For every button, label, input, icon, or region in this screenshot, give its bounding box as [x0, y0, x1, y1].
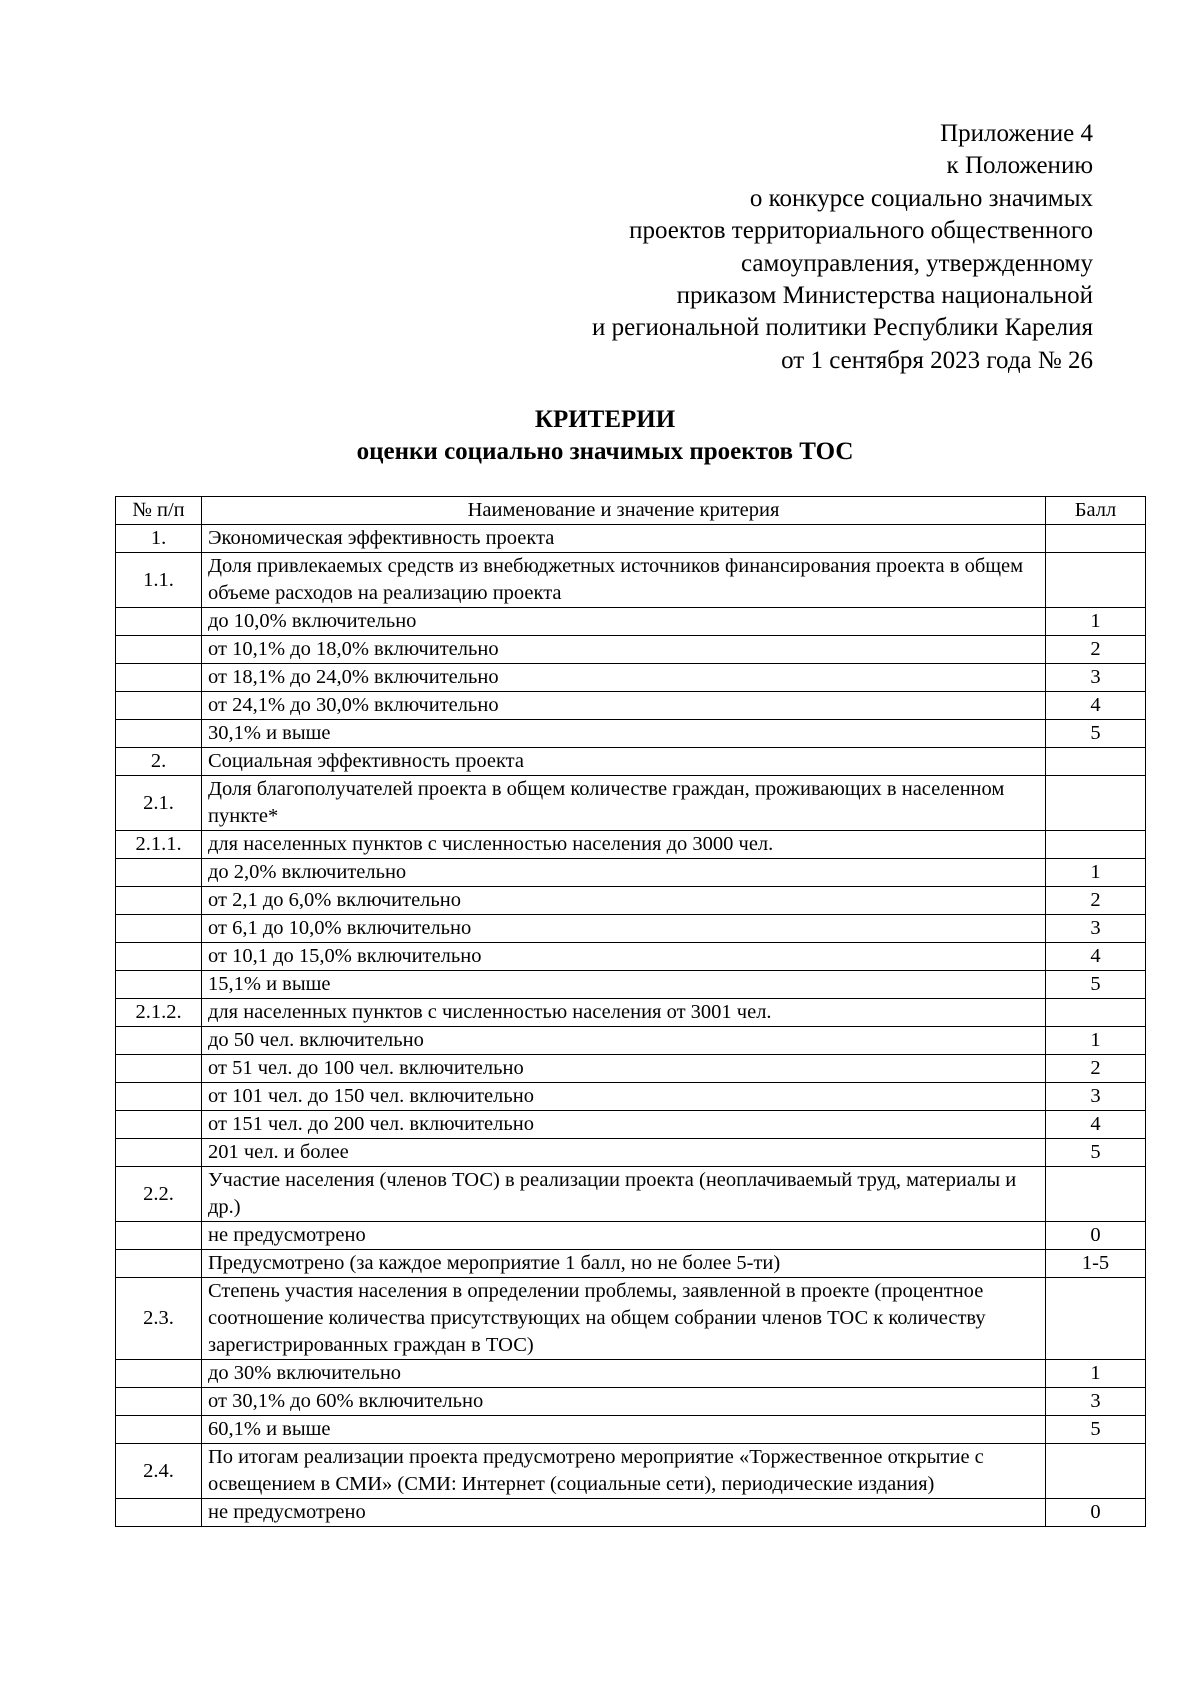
row-number: 2. [116, 748, 202, 776]
document-title-block [0, 404, 1200, 468]
row-score [1046, 1278, 1146, 1360]
row-score [1046, 1167, 1146, 1222]
table-row [116, 776, 1146, 831]
row-score [1046, 525, 1146, 553]
row-number [116, 1139, 202, 1167]
row-number [116, 859, 202, 887]
row-number: 1. [116, 525, 202, 553]
row-criterion: Участие населения (членов ТОС) в реализации проекта (неоплачиваемый труд, материалы и др.) [202, 1167, 1046, 1222]
annex-line: самоуправления, утвержденному [740, 249, 1093, 277]
table-row [116, 831, 1146, 859]
table-row [116, 1499, 1146, 1527]
row-criterion: от 10,1 до 15,0% включительно [202, 943, 1046, 971]
row-score: 0 [1046, 1499, 1146, 1527]
row-number [116, 1416, 202, 1444]
table-row [116, 608, 1146, 636]
row-criterion: По итогам реализации проекта предусмотрено мероприятие «Торжественное открытие с освещением в СМИ» (СМИ: Интернет (социальные сети), периодические издания) [202, 1444, 1046, 1499]
row-score: 4 [1046, 1111, 1146, 1139]
table-row [116, 1360, 1146, 1388]
row-number [116, 1222, 202, 1250]
row-criterion: Степень участия населения в определении проблемы, заявленной в проекте (процентное соотношение количества присутствующих на общем собрании членов ТОС к количеству зарегистрированных граждан в ТОС) [202, 1278, 1046, 1360]
table-row [116, 1444, 1146, 1499]
table-row [116, 636, 1146, 664]
row-score: 0 [1046, 1222, 1146, 1250]
row-criterion: от 30,1% до 60% включительно [202, 1388, 1046, 1416]
row-score: 5 [1046, 1139, 1146, 1167]
row-number: 2.1. [116, 776, 202, 831]
row-number: 2.3. [116, 1278, 202, 1360]
annex-line: Приложение 4 [940, 120, 1093, 147]
row-criterion: от 6,1 до 10,0% включительно [202, 915, 1046, 943]
row-number [116, 692, 202, 720]
table-row [116, 748, 1146, 776]
annex-line: к Положению [946, 152, 1093, 180]
row-score: 1 [1046, 859, 1146, 887]
header-score: Балл [1046, 497, 1146, 525]
table-row [116, 1083, 1146, 1111]
table-row [116, 525, 1146, 553]
row-criterion: от 18,1% до 24,0% включительно [202, 664, 1046, 692]
table-row [116, 1250, 1146, 1278]
row-number [116, 1388, 202, 1416]
row-number: 2.1.2. [116, 999, 202, 1027]
row-criterion: от 2,1 до 6,0% включительно [202, 887, 1046, 915]
row-number: 1.1. [116, 553, 202, 608]
table-row [116, 915, 1146, 943]
row-number [116, 887, 202, 915]
annex-line: о конкурсе социально значимых [749, 184, 1093, 212]
row-score: 2 [1046, 1055, 1146, 1083]
row-score: 1-5 [1046, 1250, 1146, 1278]
document-title: КРИТЕРИИ [534, 406, 676, 433]
table-row [116, 664, 1146, 692]
row-score [1046, 999, 1146, 1027]
row-criterion: от 101 чел. до 150 чел. включительно [202, 1083, 1046, 1111]
row-score [1046, 748, 1146, 776]
row-number [116, 915, 202, 943]
row-number: 2.1.1. [116, 831, 202, 859]
row-criterion: для населенных пунктов с численностью населения до 3000 чел. [202, 831, 1046, 859]
table-row [116, 1027, 1146, 1055]
row-criterion: от 151 чел. до 200 чел. включительно [202, 1111, 1046, 1139]
row-number [116, 1027, 202, 1055]
row-score: 5 [1046, 971, 1146, 999]
row-criterion: до 50 чел. включительно [202, 1027, 1046, 1055]
row-criterion: Предусмотрено (за каждое мероприятие 1 балл, но не более 5-ти) [202, 1250, 1046, 1278]
row-criterion: от 51 чел. до 100 чел. включительно [202, 1055, 1046, 1083]
row-criterion: 201 чел. и более [202, 1139, 1046, 1167]
row-number [116, 1083, 202, 1111]
row-criterion: не предусмотрено [202, 1499, 1046, 1527]
header-number: № п/п [116, 497, 202, 525]
row-score: 5 [1046, 1416, 1146, 1444]
row-criterion: Социальная эффективность проекта [202, 748, 1046, 776]
row-criterion: для населенных пунктов с численностью населения от 3001 чел. [202, 999, 1046, 1027]
table-row [116, 1388, 1146, 1416]
row-number [116, 1499, 202, 1527]
table-row [116, 971, 1146, 999]
row-criterion: Экономическая эффективность проекта [202, 525, 1046, 553]
row-score: 3 [1046, 915, 1146, 943]
row-criterion: от 24,1% до 30,0% включительно [202, 692, 1046, 720]
row-number [116, 1360, 202, 1388]
row-score: 3 [1046, 1388, 1146, 1416]
row-score: 5 [1046, 720, 1146, 748]
row-score: 4 [1046, 692, 1146, 720]
row-score: 4 [1046, 943, 1146, 971]
table-row [116, 1278, 1146, 1360]
row-number [116, 1250, 202, 1278]
row-score [1046, 553, 1146, 608]
table-row [116, 692, 1146, 720]
row-criterion: Доля благополучателей проекта в общем количестве граждан, проживающих в населенном пункте* [202, 776, 1046, 831]
annex-line: проектов территориального общественного [629, 217, 1093, 245]
row-number [116, 1055, 202, 1083]
row-score [1046, 776, 1146, 831]
row-number [116, 720, 202, 748]
row-criterion: до 2,0% включительно [202, 859, 1046, 887]
row-criterion: 15,1% и выше [202, 971, 1046, 999]
row-criterion: не предусмотрено [202, 1222, 1046, 1250]
table-row [116, 887, 1146, 915]
table-row [116, 859, 1146, 887]
row-score: 3 [1046, 664, 1146, 692]
criteria-table [115, 496, 1146, 1527]
table-row [116, 1416, 1146, 1444]
table-row [116, 553, 1146, 608]
row-score: 1 [1046, 608, 1146, 636]
table-row [116, 999, 1146, 1027]
row-number [116, 664, 202, 692]
row-number [116, 943, 202, 971]
row-number [116, 608, 202, 636]
row-number: 2.4. [116, 1444, 202, 1499]
row-score: 2 [1046, 636, 1146, 664]
annex-header [592, 118, 1093, 377]
header-criterion: Наименование и значение критерия [202, 497, 1046, 525]
row-score: 1 [1046, 1027, 1146, 1055]
table-row [116, 1167, 1146, 1222]
row-score: 3 [1046, 1083, 1146, 1111]
table-row [116, 1111, 1146, 1139]
row-criterion: от 10,1% до 18,0% включительно [202, 636, 1046, 664]
row-number [116, 636, 202, 664]
row-score: 1 [1046, 1360, 1146, 1388]
row-criterion: Доля привлекаемых средств из внебюджетных источников финансирования проекта в общем объеме расходов на реализацию проекта [202, 553, 1046, 608]
row-criterion: до 30% включительно [202, 1360, 1046, 1388]
table-row [116, 1222, 1146, 1250]
annex-line: от 1 сентября 2023 года № 26 [781, 346, 1093, 374]
table-row [116, 943, 1146, 971]
row-criterion: 60,1% и выше [202, 1416, 1046, 1444]
row-number: 2.2. [116, 1167, 202, 1222]
table-header-row [116, 497, 1146, 525]
row-criterion: до 10,0% включительно [202, 608, 1046, 636]
row-criterion: 30,1% и выше [202, 720, 1046, 748]
table-row [116, 720, 1146, 748]
table-row [116, 1055, 1146, 1083]
table-row [116, 1139, 1146, 1167]
annex-line: приказом Министерства национальной [676, 282, 1093, 310]
row-number [116, 1111, 202, 1139]
document-subtitle: оценки социально значимых проектов ТОС [356, 438, 854, 465]
row-score [1046, 831, 1146, 859]
row-number [116, 971, 202, 999]
row-score: 2 [1046, 887, 1146, 915]
annex-line: и региональной политики Республики Карелия [592, 314, 1093, 342]
row-score [1046, 1444, 1146, 1499]
